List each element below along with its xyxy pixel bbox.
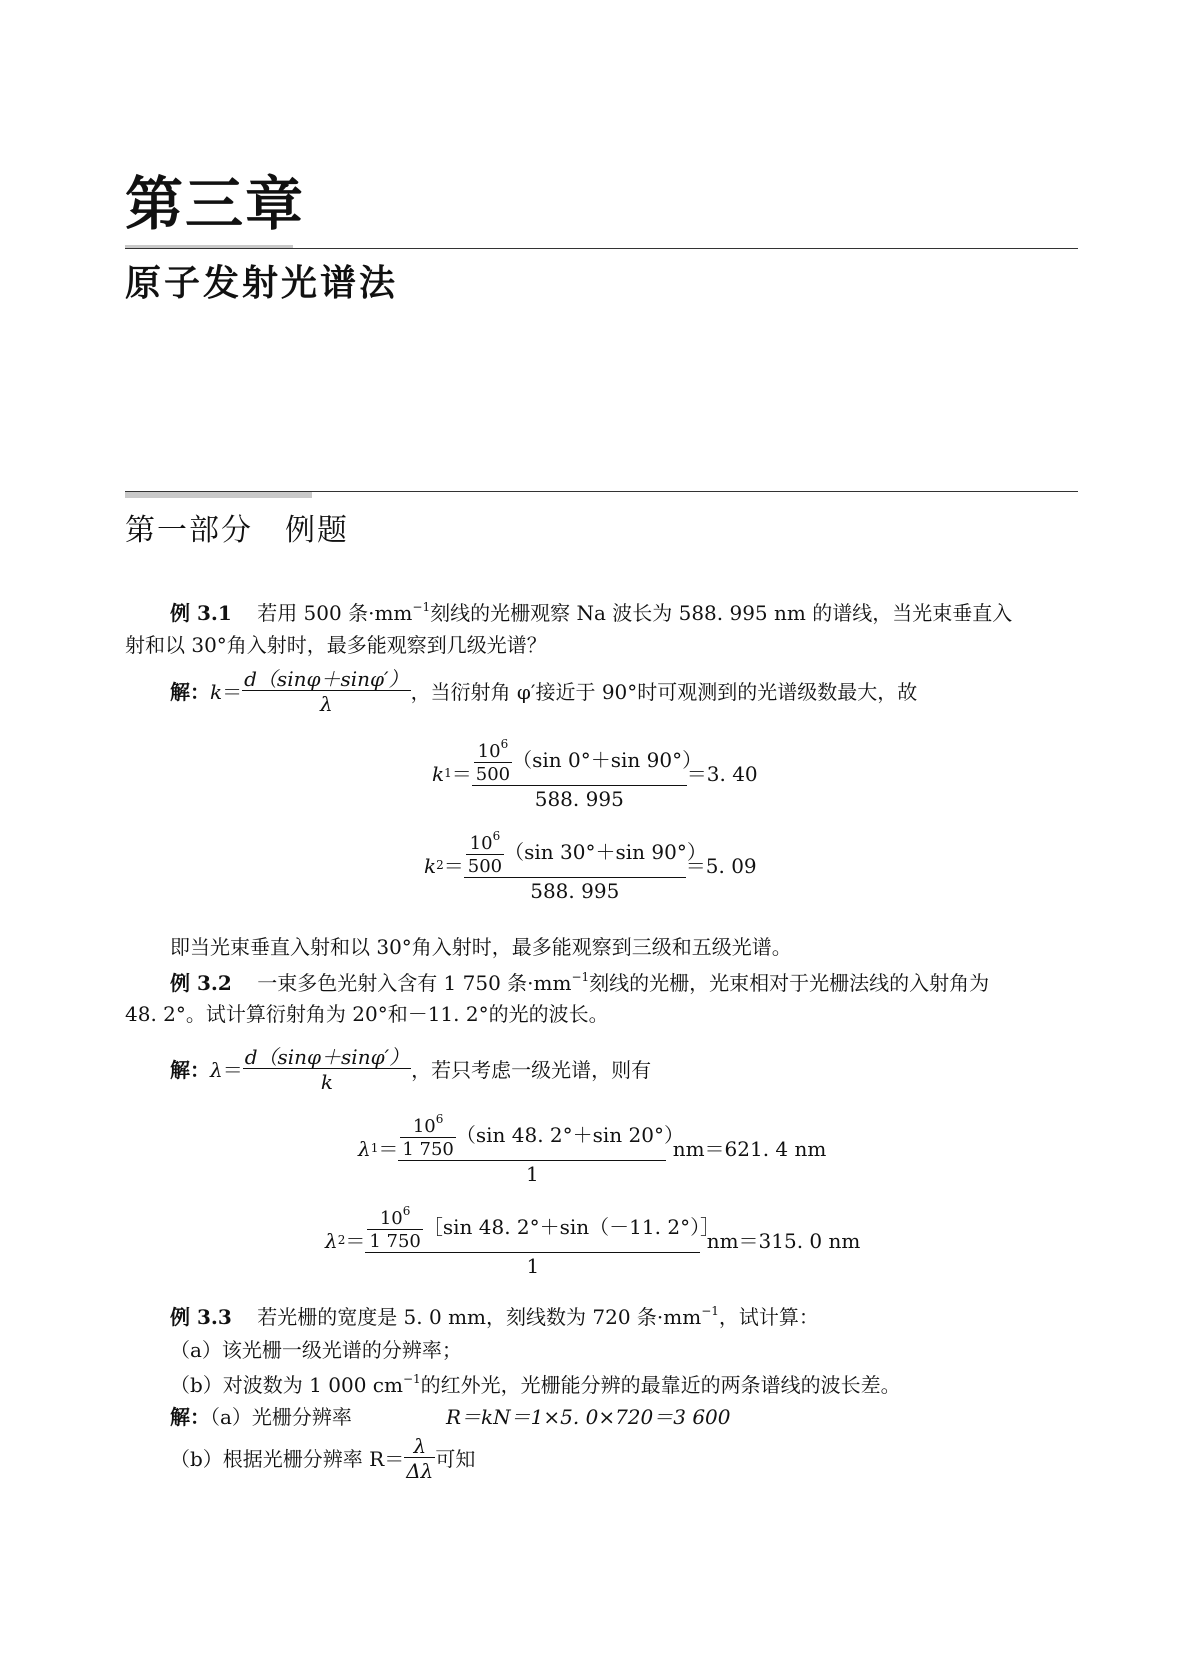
solution-text: ，当衍射角 φ′接近于 90°时可观测到的光谱级数最大，故 <box>410 679 918 704</box>
eq-rhs: nm＝315. 0 nm <box>706 1228 861 1253</box>
inner-den: 1 750 <box>369 1230 421 1252</box>
subscript: 2 <box>337 1233 346 1248</box>
example-3-1-line1 <box>170 601 1012 623</box>
subscript: 1 <box>444 766 452 781</box>
equation-lambda2: λ 2 ＝ $\frac{10^6}{1 750}$ ［sin 48. 2°＋sin（－11. 2°）］ 1 nm＝315. 0 nm <box>325 1204 861 1278</box>
fraction <box>404 1435 435 1482</box>
fraction <box>472 737 703 811</box>
fraction-denominator: λ <box>242 690 410 715</box>
superscript: −1 <box>701 1304 719 1318</box>
example-3-2-line1 <box>170 971 989 993</box>
example-label: 例 3.1 <box>170 601 232 625</box>
inner-fraction <box>474 738 512 785</box>
subscript: 2 <box>436 858 444 873</box>
fraction-denominator: 588. 995 <box>464 877 686 902</box>
solution-text: （a）光栅分辨率 <box>210 1405 352 1429</box>
example-text: 若光栅的宽度是 5. 0 mm，刻线数为 720 条·mm <box>257 1305 702 1329</box>
solution-text: ，若只考虑一级光谱，则有 <box>411 1057 652 1082</box>
example-3-2-line2: 48. 2°。试计算衍射角为 20°和－11. 2°的光的波长。 <box>125 1002 609 1026</box>
equation-lambda1: λ 1 ＝ $\frac{10^6}{1 750}$ （sin 48. 2°＋sin 20°） 1 nm＝621. 4 nm <box>358 1112 827 1186</box>
inner-den: 500 <box>467 855 503 877</box>
fraction-numerator: d（sinφ＋sinφ′） <box>244 667 409 691</box>
header-rule <box>125 248 1078 249</box>
inner-num: 10 <box>379 1208 403 1229</box>
solution-text: （b）根据光栅分辨率 R＝ <box>170 1446 405 1471</box>
example-label: 例 3.2 <box>170 971 232 995</box>
fraction-numerator <box>464 829 707 877</box>
fraction <box>242 668 410 715</box>
eq-lhs: k <box>432 761 445 786</box>
example-text: 刻线的光栅，光束相对于光栅法线的入射角为 <box>589 971 990 995</box>
expression: ［sin 48. 2°＋sin（－11. 2°）］ <box>422 1214 721 1239</box>
eq-lhs: λ <box>325 1228 338 1253</box>
fraction-numerator: d（sinφ＋sinφ′） <box>244 1045 410 1069</box>
superscript: 6 <box>500 737 509 751</box>
example-text: 若用 500 条·mm <box>257 601 413 625</box>
equals-sign: ＝ <box>222 679 243 704</box>
example-text: ，试计算： <box>718 1305 819 1329</box>
fraction <box>398 1112 684 1186</box>
fraction <box>365 1204 721 1278</box>
section-accent-bar <box>125 491 312 498</box>
superscript: 6 <box>492 829 501 843</box>
fraction-denominator: k <box>243 1068 411 1093</box>
fraction-denominator: 1 <box>398 1160 666 1185</box>
example-text: 刻线的光栅观察 Na 波长为 588. 995 nm 的谱线，当光束垂直入 <box>430 601 1013 625</box>
fraction <box>243 1046 411 1093</box>
eq-rhs: ＝3. 40 <box>686 761 758 786</box>
superscript: −1 <box>412 600 431 614</box>
fraction-numerator: λ <box>413 1434 427 1458</box>
section-rule <box>125 491 1078 492</box>
solution-b <box>170 1435 475 1482</box>
solution-a-equation: R＝kN＝1×5. 0×720＝3 600 <box>446 1405 731 1429</box>
inner-den: 1 750 <box>402 1138 454 1160</box>
superscript: 6 <box>435 1112 444 1126</box>
question-b <box>170 1373 901 1395</box>
question-text: （b）对波数为 1 000 cm <box>170 1373 403 1397</box>
solution-a <box>170 1407 352 1427</box>
chapter-title: 原子发射光谱法 <box>125 263 399 304</box>
expression: （sin 30°＋sin 90°） <box>504 839 707 864</box>
example-3-3-line1 <box>170 1305 819 1327</box>
fraction <box>464 829 707 903</box>
superscript: 6 <box>402 1204 411 1218</box>
equation-k1: k 1 ＝ $\frac{10^6}{500}$ （sin 0°＋sin 90°） 588. 995 ＝3. 40 <box>432 737 758 811</box>
eq-lhs: k <box>424 853 437 878</box>
solution-label: 解： <box>170 1405 210 1429</box>
fraction-numerator <box>398 1112 684 1160</box>
fraction-denominator: 588. 995 <box>472 785 687 810</box>
solution-label: 解： <box>170 1057 210 1082</box>
variable-lambda: λ <box>210 1057 223 1082</box>
subscript: 1 <box>370 1141 379 1156</box>
question-text: 的红外光，光栅能分辨的最靠近的两条谱线的波长差。 <box>420 1373 901 1397</box>
eq-rhs: nm＝621. 4 nm <box>672 1136 827 1161</box>
expression: （sin 0°＋sin 90°） <box>512 747 703 772</box>
inner-num: 10 <box>412 1116 436 1137</box>
eq-rhs: ＝5. 09 <box>685 853 757 878</box>
example-text: 一束多色光射入含有 1 750 条·mm <box>257 971 572 995</box>
superscript: −1 <box>571 970 590 984</box>
example-label: 例 3.3 <box>170 1305 232 1329</box>
example-3-1-line2: 射和以 30°角入射时，最多能观察到几级光谱？ <box>125 633 547 657</box>
superscript: −1 <box>402 1372 421 1386</box>
part-title: 第一部分 例题 <box>125 513 349 548</box>
inner-fraction <box>367 1205 423 1252</box>
eq-lhs: λ <box>358 1136 371 1161</box>
inner-num: 10 <box>469 833 493 854</box>
variable-k: k <box>210 679 223 704</box>
fraction-numerator <box>472 737 703 785</box>
solution-text: 可知 <box>435 1446 476 1471</box>
fraction-denominator: Δλ <box>406 1459 434 1483</box>
question-a: （a）该光栅一级光谱的分辨率； <box>170 1338 462 1362</box>
fraction-numerator <box>365 1204 721 1252</box>
chapter-number: 第三章 <box>125 170 306 238</box>
equation-k2: k 2 ＝ $\frac{10^6}{500}$ （sin 30°＋sin 90°） 588. 995 ＝5. 09 <box>424 829 757 903</box>
expression: （sin 48. 2°＋sin 20°） <box>455 1122 684 1147</box>
inner-den: 500 <box>475 763 511 785</box>
example-3-2-solution <box>170 1046 651 1093</box>
inner-fraction <box>466 830 504 877</box>
inner-num: 10 <box>477 741 501 762</box>
equals-sign: ＝ <box>222 1057 243 1082</box>
fraction-denominator: 1 <box>365 1252 700 1277</box>
example-3-1-solution <box>170 668 917 715</box>
inner-fraction <box>400 1113 456 1160</box>
example-3-1-conclusion: 即当光束垂直入射和以 30°角入射时，最多能观察到三级和五级光谱。 <box>170 935 792 959</box>
solution-label: 解： <box>170 679 210 704</box>
